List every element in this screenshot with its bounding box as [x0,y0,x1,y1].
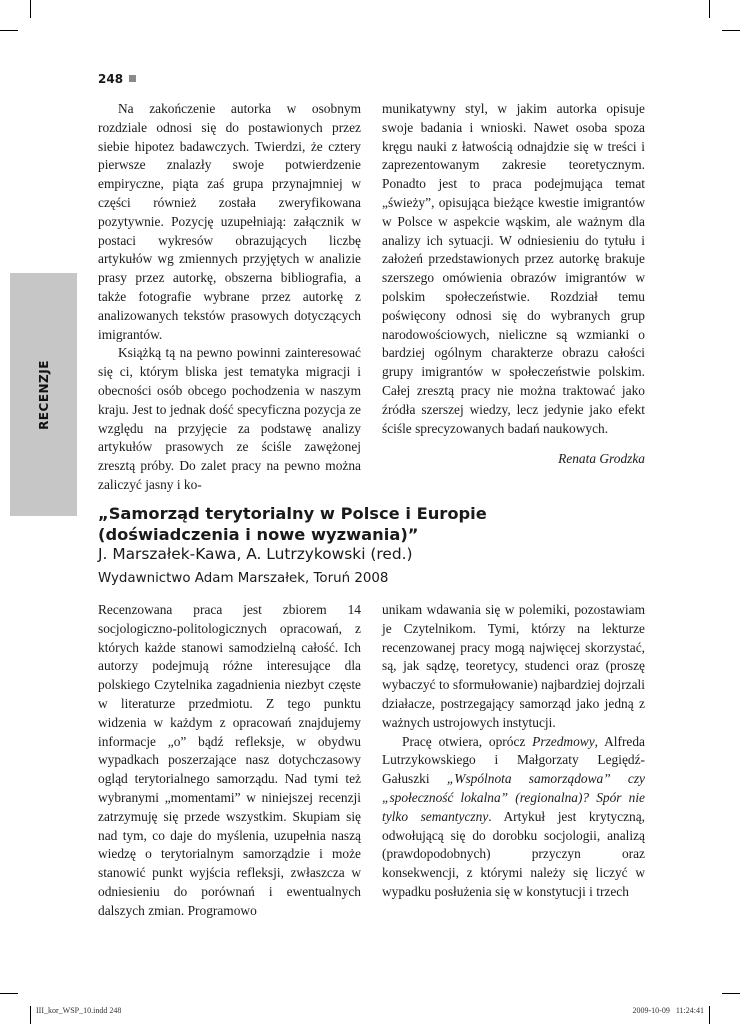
crop-mark [709,1006,710,1024]
italic-run: „Wspólnota samorządowa” czy „społeczność lokalna” (regionalna)? Spór nie tylko semantyczny [382,771,645,824]
crop-mark [0,993,18,994]
crop-mark [0,30,18,31]
section-tab-label: RECENZJE [36,359,51,430]
crop-mark [722,30,740,31]
review-signature: Renata Grodzka [558,451,645,466]
crop-mark [722,993,740,994]
footer-file: III_kor_WSP_10.indd 248 [36,1006,122,1015]
paragraph: munikatywny styl, w jakim autorka opisuje swoje badania i wnioski. Nawet osoba spoza kręgu nauki z łatwością odnajdzie się w treści i zaprezentowanym zakresie teoretycznym. Ponadto jest to praca podejmująca temat „świeży”, opisująca bieżące kwestie imigrantów w Polsce w aspekcie wąskim, ale ważnym dla analizy ich sytuacji. W odniesieniu do tytułu i założeń przedstawionych przez autorkę brakuje szerszego omówienia obrazów imigrantów w polskim społeczeństwie. Rozdział temu poświęcony odnosi się do wybranych grup narodowościowych, nieliczne są wzmianki o bardziej ogólnym charakterze obrazu całości grupy imigrantów w społeczeństwie polskim. Całej zresztą pracy nie można traktować jako źródła szerszej wiedzy, lecz jedynie jako efekt ściśle sprecyzowanych badań naukowych. [382,101,645,436]
paragraph: unikam wdawania się w polemiki, pozostawiam je Czytelnikom. Tymi, którzy na lekturze recenzowanej pracy mogą najwięcej skorzystać, są, jak sądzę, teoretycy, studenci oraz (proszę wybaczyć to sformułowanie) najbardziej dojrzali działacze, postrzegający samorząd jako jedną z ważnych ustrojowych instytucji. [382,602,645,730]
crop-mark [30,1006,31,1024]
page-number [98,72,136,86]
footer-timestamp: 2009-10-09 11:24:41 [632,1006,704,1015]
review2-column-right [382,601,645,902]
text-run: , Alfreda Lutrzykowskiego i Małgorzaty Legiędź-Gałuszki [382,733,645,787]
paragraph [382,733,645,902]
review1-column-right [382,100,645,438]
paragraph: Na zakończenie autorka w osobnym rozdziale odnosi się do postawionych przez siebie hipotez badawczych. Twierdzi, że cztery pierwsze znalazły swoje potwierdzenie empiryczne, piąta zaś grupa przynajmniej w części również została zweryfikowana pozytywnie. Pozycję uzupełniają: załącznik w postaci wykresów obrazujących liczbę artykułów wg zmiennych przyjętych w analizie prasy przez autorkę, obszerna bibliografia, a także fotografie wybrane przez autorkę z analizowanych tekstów prasowych dotyczących imigrantów. [98,101,361,342]
review1-column-left [98,100,361,495]
section-tab [10,273,77,516]
text-run: Pracę otwiera, oprócz [402,733,533,749]
review-publisher: Wydawnictwo Adam Marszałek, Toruń 2008 [98,571,389,586]
review-title-line: „Samorząd terytorialny w Polsce i Europie [98,504,487,523]
review2-column-left [98,601,361,921]
paragraph: Książką tą na pewno powinni zainteresować się ci, którym bliska jest tematyka migracji i obecności osób obcego pochodzenia w naszym kraju. Jest to jednak dość specyficzna pozycja ze względu na przyjęcie za podstawę analizy artykułów prasowych ze ściśle zawężonej zresztą próby. Do zalet pracy na pewno można zaliczyć jasny i ko- [98,345,361,492]
review-title-line: (doświadczenia i nowe wyzwania)” [98,525,419,544]
crop-mark [30,0,31,18]
page-number-text: 248 [98,72,124,86]
square-marker [129,75,136,82]
crop-mark [709,0,710,18]
paragraph: Recenzowana praca jest zbiorem 14 socjologiczno-politologicznych opracowań, z których każde stanowi samodzielną całość. Ich autorzy podejmują różne interesujące dla polskiego Czytelnika zagadnienia niezbyt częste w literaturze przedmiotu. Z tego punktu widzenia w każdym z opracowań znajdujemy informacje „o” bądź refleksje, w obydwu wypadkach poszerzające nasz dotychczasowy ogląd terytorialnego samorządu. Nad tymi też wybranymi „momentami” w niniejszej recenzji zatrzymuję się przede wszystkim. Skupiam się nad tym, co daje do myślenia, uzupełnia naszą wiedzę o terytorialnym samorządzie i może stanowić punkt wyjścia refleksji, zwłaszcza w odniesieniu do porównań i ewentualnych dalszych zmian. Programowo [98,602,361,918]
review-authors: J. Marszałek-Kawa, A. Lutrzykowski (red.) [98,545,413,563]
review-title [98,503,658,545]
text-run: . Artykuł jest krytyczną, odwołującą się do dorobku socjologii, analizą (prawdopodobnych) przyczyn oraz konsekwencji, z którymi należy się liczyć w wypadku posłużenia się w konstytucji i trzech [382,808,646,899]
italic-run: Przedmowy [532,733,595,749]
